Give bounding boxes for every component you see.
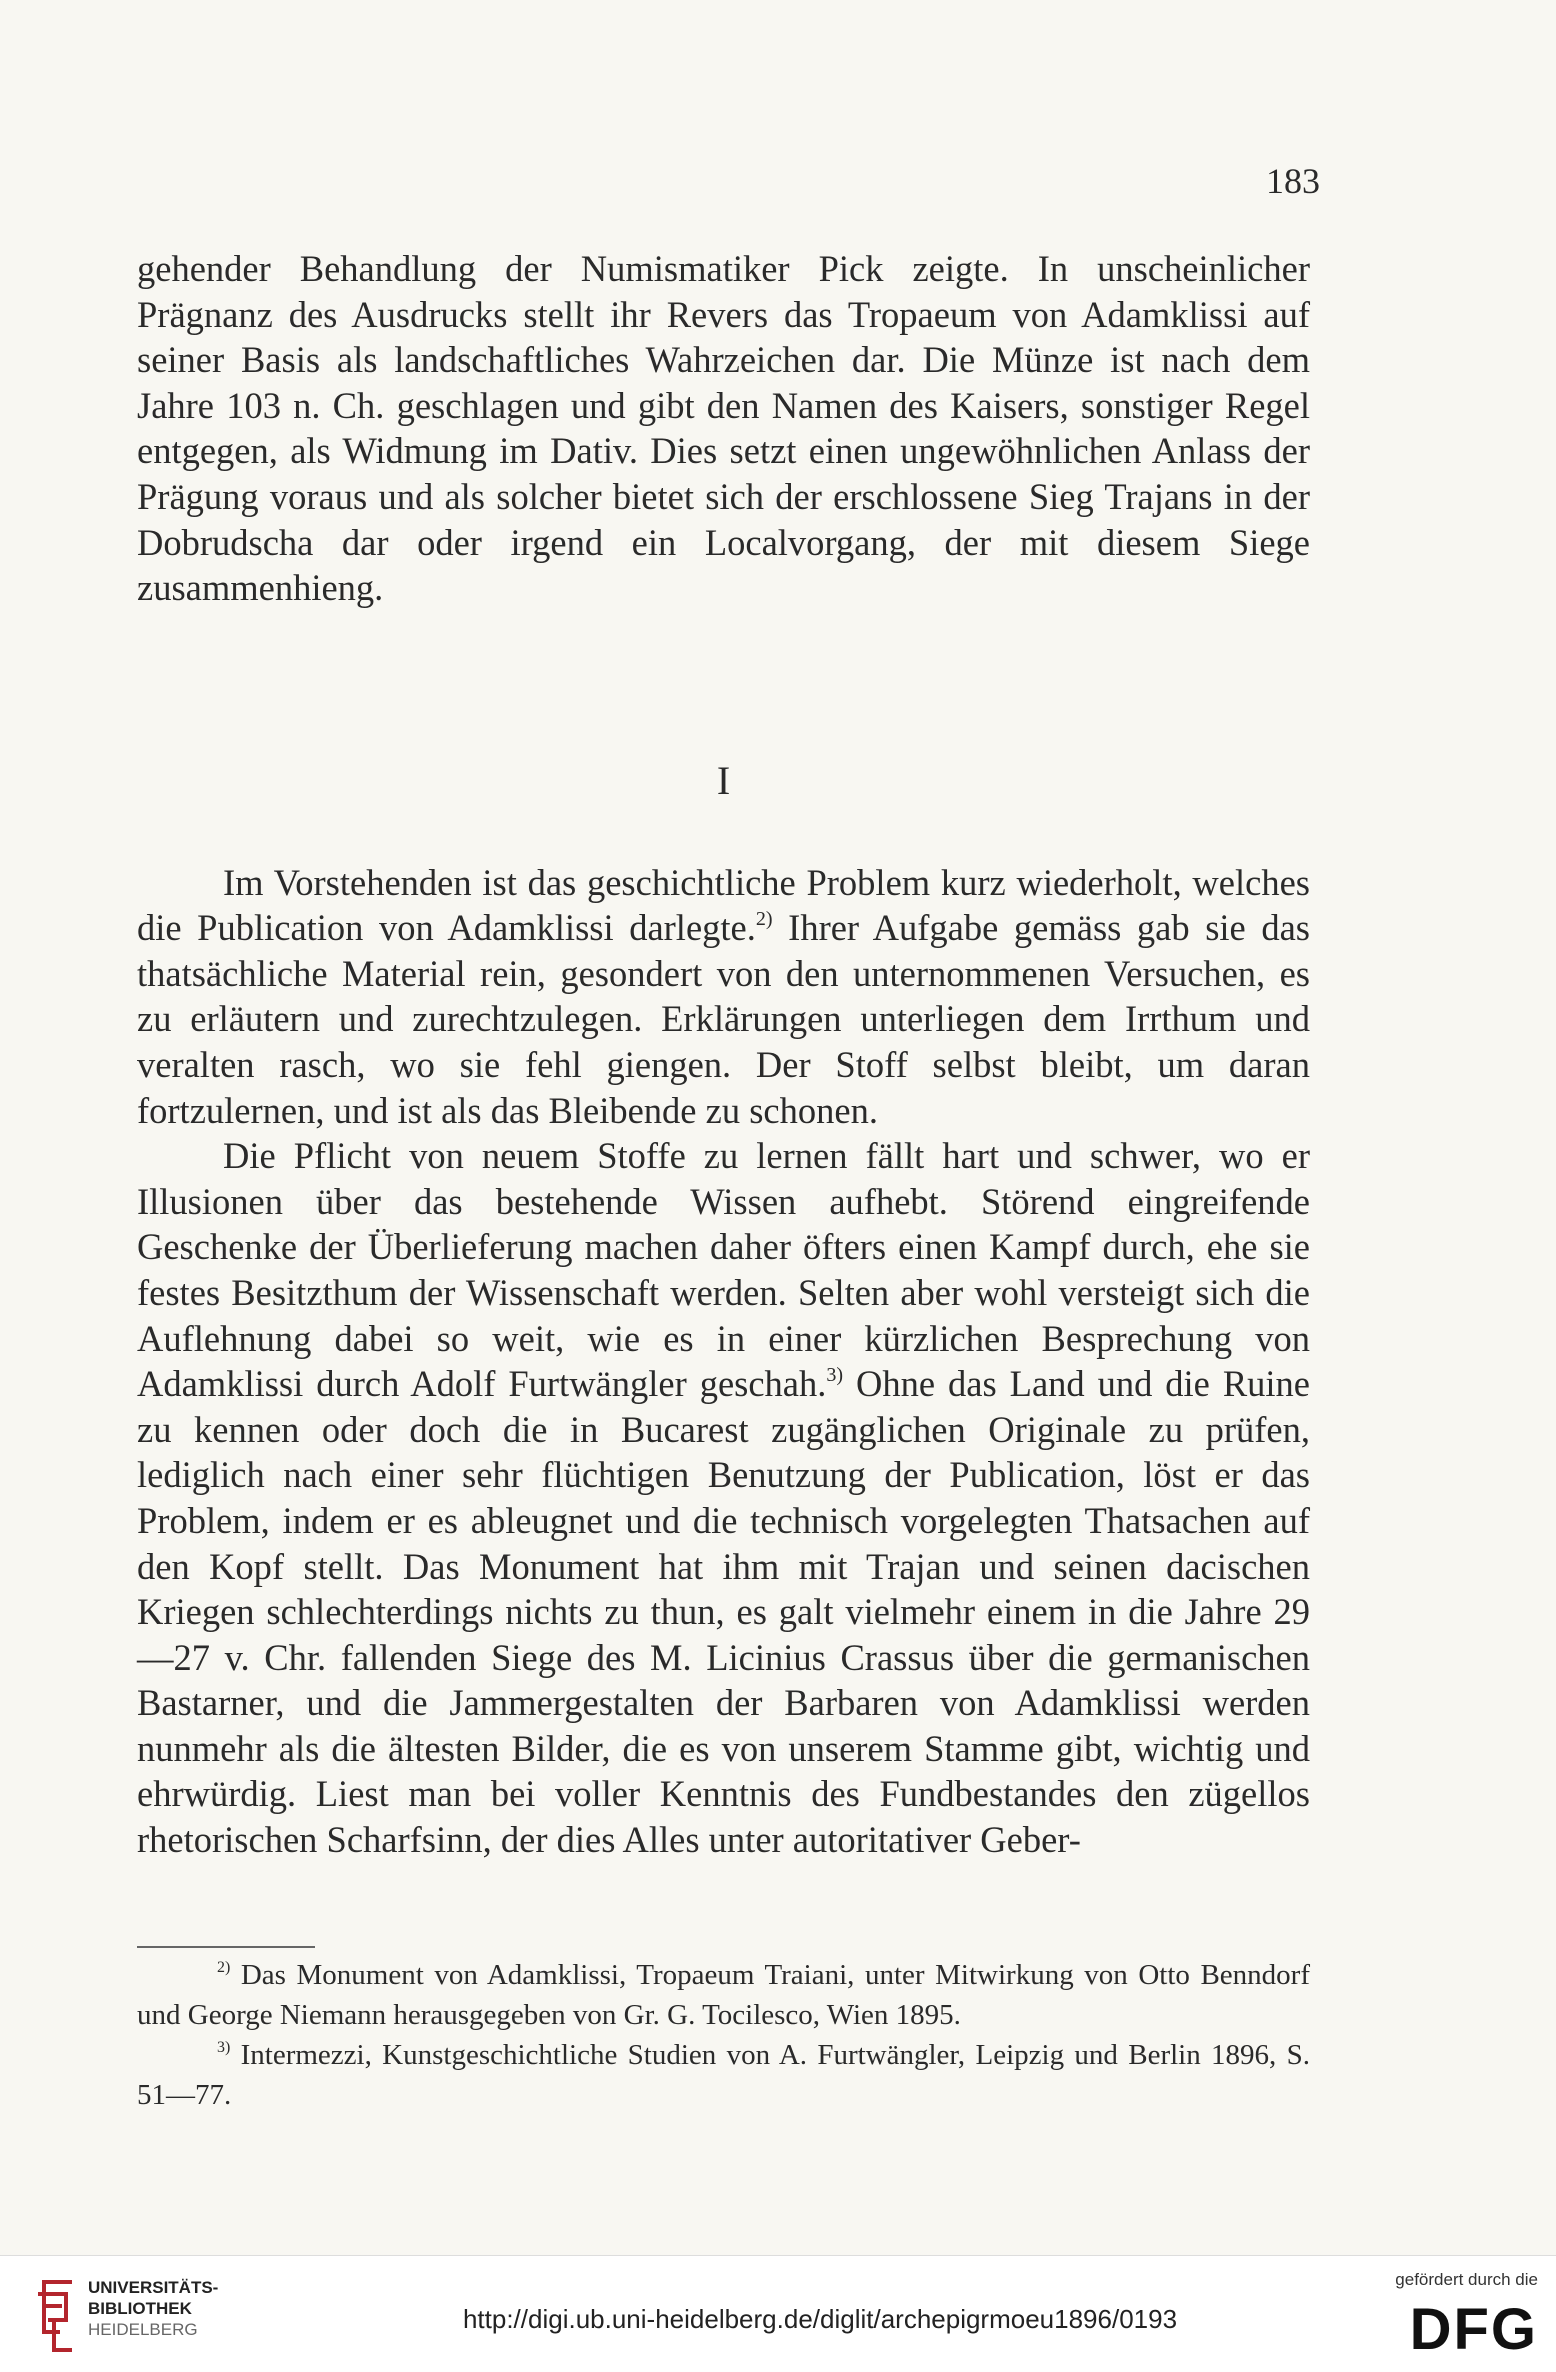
footnote-2 <box>137 1955 1310 2035</box>
digitization-footer <box>0 2255 1556 2372</box>
section-heading: I <box>716 758 731 803</box>
university-library-logo-icon[interactable] <box>32 2276 80 2356</box>
footnote-text: Das Monument von Adamklissi, Tropaeum Traiani, unter Mitwirkung von Otto Benndorf und George Niemann herausgegeben von Gr. G. Tocilesco, Wien 1895. <box>137 1959 1310 2031</box>
paragraph-2 <box>137 860 1310 1134</box>
sponsor-caption: gefördert durch die <box>1395 2270 1538 2289</box>
dfg-logo[interactable]: DFG <box>1409 2297 1538 2362</box>
library-name <box>88 2277 218 2340</box>
paragraph-3 <box>137 1133 1310 1863</box>
footnote-ref-2[interactable]: 2) <box>755 908 773 931</box>
footnote-marker: 2) <box>217 1959 231 1977</box>
paragraph-3-part-2: Ohne das Land und die Ruine zu kennen oder doch die in Bucarest zugänglichen Originale zu prüfen, lediglich nach einer sehr flüchtigen Benutzung der Publication, löst er das Problem, indem er es ableugnet und die technisch vorgelegten Thatsachen auf den Kopf stellt. Das Monument hat ihm mit Trajan und seinen dacischen Kriegen schlechterdings nichts zu thun, es galt vielmehr einem in die Jahre 29—27 v. Chr. fallenden Siege des M. Licinius Crassus über die germanischen Bastarner, und die Jammergestalten der Barbaren von Adamklissi werden nunmehr als die ältesten Bilder, die es von unserem Stamme gibt, wichtig und ehrwürdig. Liest man bei voller Kenntnis des Fundbestandes den zügellos rhetorischen Scharfsinn, der dies Alles unter autoritativer Geber- <box>137 1363 1311 1861</box>
paragraph-3-part-1: Die Pflicht von neuem Stoffe zu lernen fällt hart und schwer, wo er Illusionen über das bestehende Wissen aufhebt. Störend eingreifende Geschenke der Überlieferung machen daher öfters einen Kampf durch, ehe sie festes Besitzthum der Wissenschaft werden. Selten aber wohl versteigt sich die Auflehnung dabei so weit, wie es in einer kürzlichen Besprechung von Adamklissi durch Adolf Furtwängler geschah. <box>137 1135 1310 1405</box>
library-name-line-1: UNIVERSITÄTS- <box>88 2278 219 2297</box>
page-number: 183 <box>1266 161 1320 201</box>
footnote-separator <box>137 1946 315 1948</box>
permalink-url[interactable]: http://digi.ub.uni-heidelberg.de/diglit/archepigrmoeu1896/0193 <box>462 2304 1178 2334</box>
section-block <box>137 758 1310 1863</box>
footnote-marker: 3) <box>217 2039 231 2057</box>
footnote-ref-3[interactable]: 3) <box>826 1364 844 1387</box>
footnotes <box>137 1955 1310 2115</box>
footnote-3 <box>137 2035 1310 2115</box>
library-name-line-2: BIBLIOTHEK <box>88 2299 192 2318</box>
library-name-line-3: HEIDELBERG <box>88 2320 198 2339</box>
paragraph-continuation: gehender Behandlung der Numismatiker Pick zeigte. In unscheinlicher Prägnanz des Ausdrucks stellt ihr Revers das Tropaeum von Adamklissi auf seiner Basis als landschaftliches Wahrzeichen dar. Die Münze ist nach dem Jahre 103 n. Ch. geschlagen und gibt den Namen des Kaisers, sonstiger Regel entgegen, als Widmung im Dativ. Dies setzt einen ungewöhnlichen Anlass der Prägung voraus und als solcher bietet sich der erschlossene Sieg Trajans in der Dobrudscha dar oder irgend ein Localvorgang, der mit diesem Siege zusammenhieng. <box>137 248 1310 609</box>
paragraph-2-part-2: Ihrer Aufgabe gemäss gab sie das thatsächliche Material rein, gesondert von den unternommenen Versuchen, es zu erläutern und zurechtzulegen. Erklärungen unterliegen dem Irrthum und veralten rasch, wo sie fehl giengen. Der Stoff selbst bleibt, um daran fortzulernen, und ist als das Bleibende zu schonen. <box>137 907 1310 1131</box>
paragraph-2-part-1: Im Vorstehenden ist das geschichtliche Problem kurz wiederholt, welches die Publication von Adamklissi darlegte. <box>137 861 1310 949</box>
footnote-text: Intermezzi, Kunstgeschichtliche Studien von A. Furtwängler, Leipzig und Berlin 1896, S. 51—77. <box>137 2039 1310 2111</box>
text-block-top <box>137 246 1310 611</box>
